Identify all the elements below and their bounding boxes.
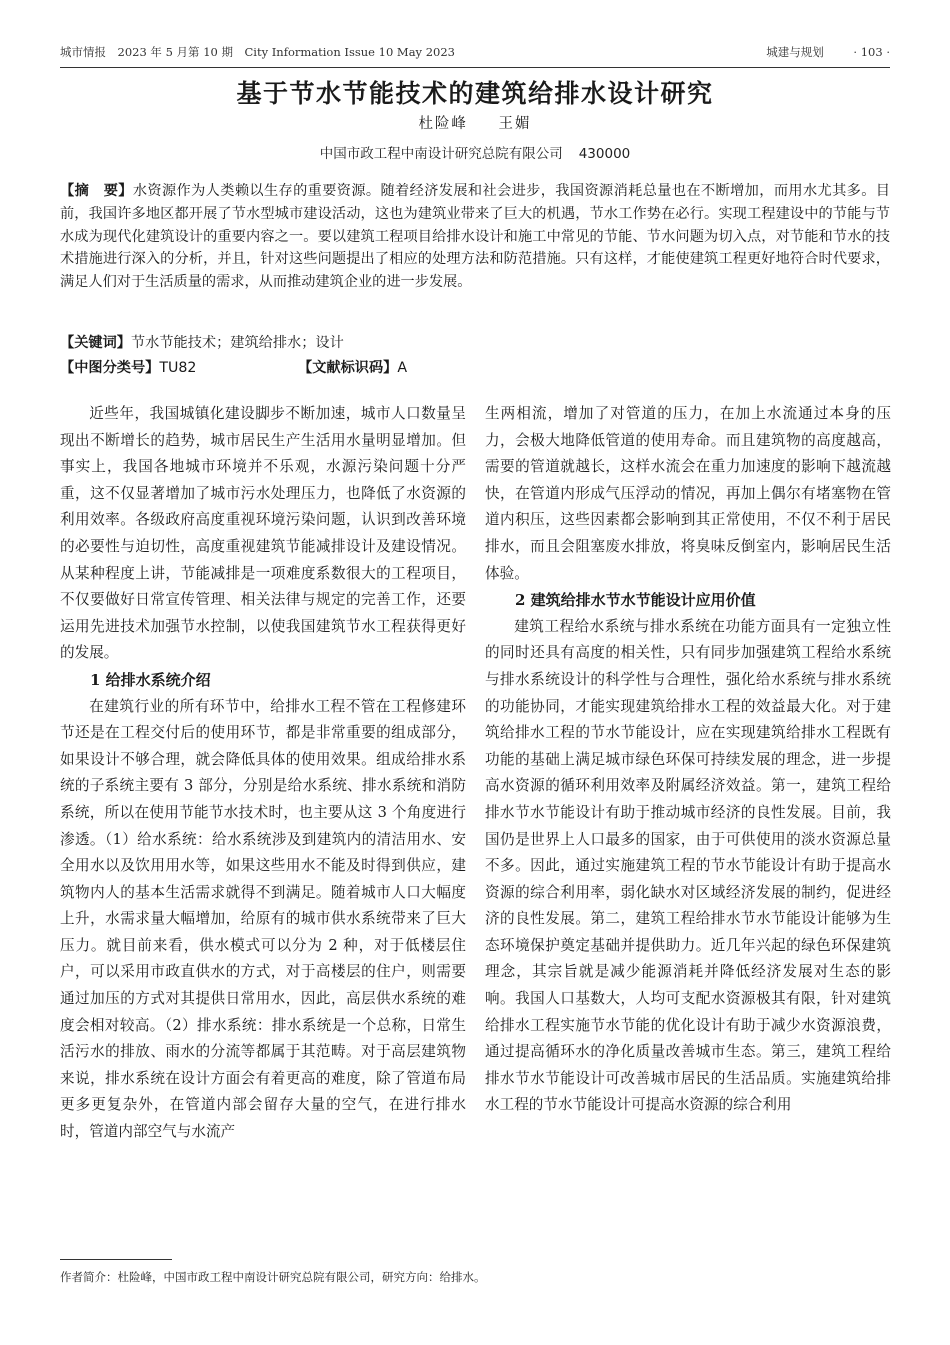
body-column-right [485, 401, 891, 1119]
paragraph: 在建筑行业的所有环节中，给排水工程不管在工程修建环节还是在工程交付后的使用环节，都是非常重要的组成部分，如果设计不够合理，就会降低具体的使用效果。组成给排水系统的子系统主要有 3 部分，分别是给水系统、排水系统和消防系统，所以在使用节能节水技术时，也主要从这 3 个角度进行渗透。（1）给水系统：给水系统涉及到建筑内的清洁用水、安全用水以及饮用用水等，如果这些用水不能及时得到供应，建筑物内人的基本生活需求就得不到满足。随着城市人口大幅度上升，水需求量大幅增加，给原有的城市供水系统带来了巨大压力。就目前来看，供水模式可以分为 2 种，对于低楼层住户，可以采用市政直供水的方式，对于高楼层的住户，则需要通过加压的方式对其提供日常用水，因此，高层供水系统的难度会相对较高。（2）排水系统：排水系统是一个总称，日常生活污水的排放、雨水的分流等都属于其范畴。对于高层建筑物来说，排水系统在设计方面会有着更高的难度，除了管道布局更多更复杂外，在管道内部会留存大量的空气，在进行排水时，管道内部空气与水流产 [60, 697, 466, 1141]
running-header [60, 44, 890, 64]
header-rule [60, 67, 890, 68]
page-number: · 103 · [853, 45, 890, 59]
abstract-text: 水资源作为人类赖以生存的重要资源。随着经济发展和社会进步，我国资源消耗总量也在不断增加，而用水尤其多。目前，我国许多地区都开展了节水型城市建设活动，这也为建筑业带来了巨大的机遇，节水工作势在必行。实现工程建设中的节能与节水成为现代化建筑设计的重要内容之一。要以建筑工程项目给排水设计和施工中常见的节能、节水问题为切入点，对节能和节水的技术措施进行深入的分析，并且，针对这些问题提出了相应的处理方法和防范措施。只有这样，才能使建筑工程更好地符合时代要求，满足人们对于生活质量的需求，从而推动建筑企业的进一步发展。 [60, 183, 890, 291]
author-footnote: 作者简介：杜险峰，中国市政工程中南设计研究总院有限公司，研究方向：给排水。 [60, 1270, 486, 1284]
zipcode: 430000 [578, 146, 631, 162]
keywords [60, 332, 890, 354]
keywords-text: 节水节能技术；建筑给排水；设计 [130, 335, 344, 351]
section-heading: 1 给排水系统介绍 [90, 670, 211, 689]
paper-title: 基于节水节能技术的建筑给排水设计研究 [236, 79, 714, 108]
clc-value: TU82 [159, 360, 197, 376]
body-column-left [60, 401, 466, 1146]
classification-line [60, 357, 890, 379]
header-right [740, 44, 890, 60]
section-name: 城建与规划 [766, 45, 824, 59]
author-name: 杜险峰 [418, 116, 468, 132]
doc-code [298, 357, 407, 379]
affiliation [0, 142, 950, 162]
abstract [60, 180, 890, 294]
affiliation-name: 中国市政工程中南设计研究总院有限公司 [319, 146, 563, 162]
keywords-label: 【关键词】 [60, 335, 131, 351]
journal-info: 城市情报 2023 年 5 月第 10 期 City Information Issue 10 May 2023 [60, 45, 455, 59]
section-heading: 2 建筑给排水节水节能设计应用价值 [515, 591, 756, 610]
footnote-rule [60, 1259, 172, 1260]
clc-label: 【中图分类号】 [60, 360, 160, 376]
paragraph: 近些年，我国城镇化建设脚步不断加速，城市人口数量呈现出不断增长的趋势，城市居民生产生活用水量明显增加。但事实上，我国各地城市环境并不乐观，水源污染问题十分严重，这不仅显著增加了城市污水处理压力，也降低了水资源的利用效率。各级政府高度重视环境污染问题，认识到改善环境的必要性与迫切性，高度重视建筑节能减排设计及建设情况。从某种程度上讲，节能减排是一项难度系数很大的工程项目，不仅要做好日常宣传管理、相关法律与规定的完善工作，还要运用先进技术加强节水控制，以使我国建筑节水工程获得更好的发展。 [60, 405, 466, 662]
author-name: 王媚 [498, 116, 532, 132]
doc-code-label: 【文献标识码】 [298, 360, 398, 376]
paragraph: 建筑工程给水系统与排水系统在功能方面具有一定独立性的同时还具有高度的相关性，只有同步加强建筑工程给水系统与排水系统设计的科学性与合理性，强化给水系统与排水系统的功能协同，才能实现建筑给排水工程的效益最大化。对于建筑给排水工程的节水节能设计，应在实现建筑给排水工程既有功能的基础上满足城市绿色环保可持续发展的理念，进一步提高水资源的循环利用效率及附属经济效益。第一，建筑工程给排水节水节能设计有助于推动城市经济的良性发展。目前，我国仍是世界上人口最多的国家，由于可供使用的淡水资源总量不多。因此，通过实施建筑工程的节水节能设计有助于提高水资源的综合利用率，弱化缺水对区域经济发展的制约，促进经济的良性发展。第二，建筑工程给排水节水节能设计能够为生态环境保护奠定基础并提供助力。近几年兴起的绿色环保建筑理念，其宗旨就是减少能源消耗并降低经济发展对生态的影响。我国人口基数大，人均可支配水资源极其有限，针对建筑给排水工程实施节水节能的优化设计有助于减少水资源浪费，通过提高循环水的净化质量改善城市生态。第三，建筑工程给排水节水节能设计可改善城市居民的生活品质。实施建筑给排水工程的节水节能设计可提高水资源的综合利用 [485, 617, 891, 1114]
doc-code-value: A [397, 360, 408, 376]
paragraph: 生两相流，增加了对管道的压力，在加上水流通过本身的压力，会极大地降低管道的使用寿命。而且建筑物的高度越高，需要的管道就越长，这样水流会在重力加速度的影响下越流越快，在管道内形成气压浮动的情况，再加上偶尔有堵塞物在管道内积压，这些因素都会影响到其正常使用，不仅不利于居民排水，而且会阻塞废水排放，将臭味反倒室内，影响居民生活体验。 [485, 405, 891, 582]
abstract-label: 【摘 要】 [60, 183, 133, 199]
authors [0, 112, 950, 133]
